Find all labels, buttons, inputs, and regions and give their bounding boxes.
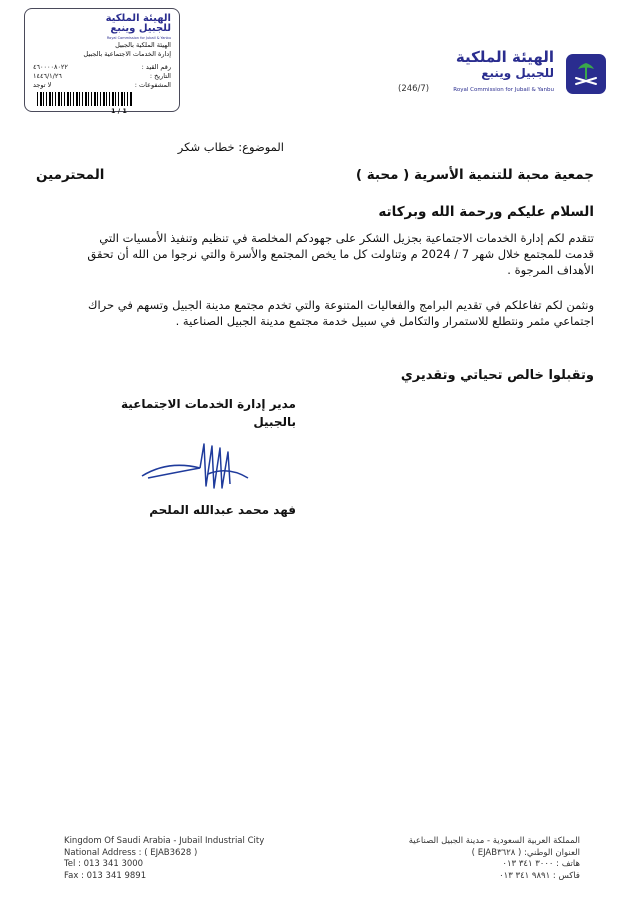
stamp-row-attachments xyxy=(33,81,171,90)
footer-ar-line: هاتف : ٣٠٠٠ ٣٤١ ٠١٣ xyxy=(502,859,580,869)
stamp-department xyxy=(83,41,171,59)
letter-subject: الموضوع: خطاب شكر xyxy=(177,140,284,154)
org-logo xyxy=(406,48,606,98)
registry-stamp xyxy=(24,8,180,115)
stamp-fields xyxy=(33,63,171,90)
footer-en-line: National Address : ( EJAB3628 ) xyxy=(64,847,198,858)
footer-arabic xyxy=(409,836,580,882)
stamp-logo-text xyxy=(106,14,171,34)
reference-code: (246/7) xyxy=(398,84,430,94)
stamp-page-count: 1 / 1 xyxy=(111,107,127,115)
org-name-en: Royal Commission for Jubail & Yanbu xyxy=(453,87,554,93)
footer-en-line: Tel : 013 341 3000 xyxy=(64,859,144,869)
stamp-attachments-label: المشفوعات : xyxy=(134,81,171,89)
paragraph-2-line: اجتماعي مثمر ونتطلع للاستمرار والتكامل في سبيل خدمة مجتمع مدينة الجبيل الصناعية . xyxy=(175,314,594,328)
org-name-line1: الهيئة الملكية xyxy=(455,48,554,66)
stamp-reg-value: ٤٦٠٠٠٠٨٠٢٢ xyxy=(33,63,68,71)
stamp-dept-line2: إدارة الخدمات الاجتماعية بالجبيل xyxy=(83,50,171,58)
stamp-org-name-en: Royal Commission for Jubail & Yanbu xyxy=(106,36,171,40)
footer-en-line: Kingdom Of Saudi Arabia - Jubail Industrial City xyxy=(64,836,265,846)
footer-english xyxy=(64,836,264,882)
addressee: جمعية محبة للتنمية الأسرية ( محبة ) xyxy=(355,167,594,183)
signatory-name: فهد محمد عبدالله الملحم xyxy=(149,503,296,517)
stamp-dept-line1: الهيئة الملكية بالجبيل xyxy=(115,41,171,49)
paragraph-2 xyxy=(88,297,594,329)
stamp-date-label: التاريخ : xyxy=(149,72,171,80)
handwritten-signature xyxy=(138,438,258,498)
stamp-row-reg xyxy=(33,63,171,72)
barcode xyxy=(37,92,133,106)
signatory-title-line1: مدير إدارة الخدمات الاجتماعية xyxy=(121,397,296,411)
honorific: المحترمين xyxy=(36,167,105,183)
paragraph-1-line: تتقدم لكم إدارة الخدمات الاجتماعية بجزيل الشكر على جهودكم المخلصة في تنظيم وتنفيذ الأمسيات التي xyxy=(99,231,594,245)
footer-en-line: Fax : 013 341 9891 xyxy=(64,870,147,881)
paragraph-1-line: قدمت للمجتمع خلال شهر 7 / 2024 م وتناولت كل ما يخص المجتمع والأسرة والتي نرجوا من الله أن تحقق xyxy=(87,247,594,261)
paragraph-2-line: ونثمن لكم تفاعلكم في تقديم البرامج والفعاليات المتنوعة والتي تخدم مجتمع مدينة الجبيل وتسهم في حراك xyxy=(87,298,594,312)
stamp-date-value: ١٤٤٦/١/٢٦ xyxy=(33,72,62,80)
footer-ar-line: المملكة العربية السعودية - مدينة الجبيل الصناعية xyxy=(408,836,580,846)
paragraph-1 xyxy=(87,230,594,278)
signatory-title-line2: بالجبيل xyxy=(253,415,296,429)
stamp-org-name-line2: للجبيل وينبع xyxy=(110,23,171,34)
stamp-row-date xyxy=(33,72,171,81)
signatory-title xyxy=(121,395,296,431)
stamp-org-name-line1: الهيئة الملكية xyxy=(105,13,171,24)
palm-swords-emblem-icon xyxy=(566,54,606,94)
stamp-attachments-value: لا توجد xyxy=(33,81,52,89)
footer-ar-line: العنوان الوطني: ( EJAB٣٦٢٨ ) xyxy=(471,847,580,858)
closing-line: وتقبلوا خالص تحياتي وتقديري xyxy=(400,368,594,383)
paragraph-1-line: الأهداف المرجوة . xyxy=(507,263,594,277)
stamp-reg-label: رقم القيد : xyxy=(141,63,171,71)
footer-ar-line: فاكس : ٩٨٩١ ٣٤١ ٠١٣ xyxy=(499,870,580,881)
org-name-line2: للجبيل وينبع xyxy=(481,66,554,80)
greeting: السلام عليكم ورحمة الله وبركاته xyxy=(378,204,594,220)
